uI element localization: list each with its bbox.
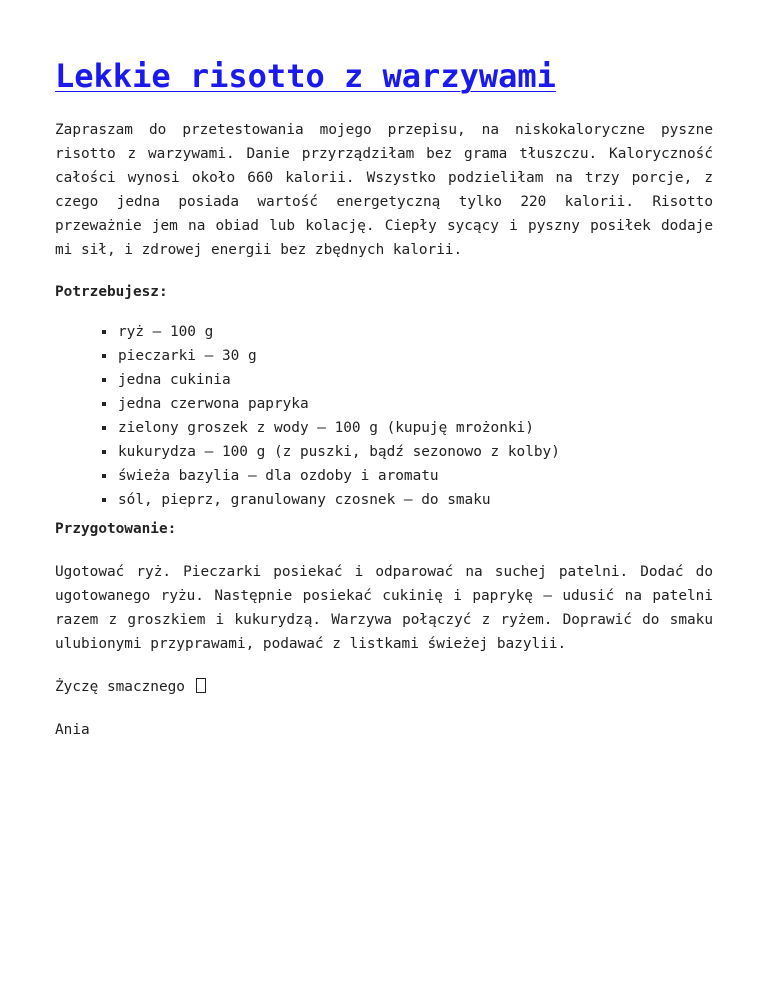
closing-line (55, 675, 713, 699)
ingredient-text: zielony groszek z wody – 100 g (kupuję mrożonki) (118, 420, 534, 436)
bullet-icon (102, 330, 106, 334)
list-item (102, 440, 713, 464)
closing-text: Życzę smacznego (55, 679, 185, 695)
intro-paragraph: Zapraszam do przetestowania mojego przepisu, na niskokaloryczne pyszne risotto z warzywami. Danie przyrządziłam bez grama tłuszczu. Kaloryczność całości wynosi około 660 kalorii. Wszystko podzieliłam na trzy porcje, z czego jedna posiada wartość energetyczną tylko 220 kalorii. Risotto przeważnie jem na obiad lub kolację. Ciepły sycący i pyszny posiłek dodaje mi sił, i zdrowej energii bez zbędnych kalorii. (55, 122, 713, 258)
bullet-icon (102, 402, 106, 406)
signature: Ania (55, 722, 90, 738)
ingredient-text: ryż – 100 g (118, 324, 214, 340)
ingredient-text: pieczarki – 30 g (118, 348, 257, 364)
bullet-icon (102, 426, 106, 430)
ingredient-text: kukurydza – 100 g (z puszki, bądź sezonowo z kolby) (118, 444, 560, 460)
preparation-paragraph: Ugotować ryż. Pieczarki posiekać i odparować na suchej patelni. Dodać do ugotowanego ryżu. Następnie posiekać cukinię i paprykę – udusić na patelni razem z groszkiem i kukurydzą. Warzywa połączyć z ryżem. Doprawić do smaku ulubionymi przyprawami, podawać z listkami świeżej bazylii. (55, 564, 713, 652)
page-title (55, 56, 713, 96)
article (55, 56, 713, 742)
preparation-heading: Przygotowanie: (55, 521, 177, 537)
bullet-icon (102, 498, 106, 502)
ingredient-text: jedna cukinia (118, 372, 231, 388)
ingredients-list (55, 320, 713, 512)
list-item (102, 320, 713, 344)
bullet-icon (102, 378, 106, 382)
ingredients-heading: Potrzebujesz: (55, 284, 168, 300)
ingredient-text: sól, pieprz, granulowany czosnek – do smaku (118, 492, 491, 508)
bullet-icon (102, 354, 106, 358)
bullet-icon (102, 450, 106, 454)
missing-glyph-icon (196, 678, 206, 693)
list-item (102, 464, 713, 488)
ingredient-text: jedna czerwona papryka (118, 396, 309, 412)
bullet-icon (102, 474, 106, 478)
list-item (102, 368, 713, 392)
list-item (102, 416, 713, 440)
ingredient-text: świeża bazylia – dla ozdoby i aromatu (118, 468, 439, 484)
title-link[interactable]: Lekkie risotto z warzywami (55, 57, 556, 95)
list-item (102, 392, 713, 416)
list-item (102, 344, 713, 368)
list-item (102, 488, 713, 512)
